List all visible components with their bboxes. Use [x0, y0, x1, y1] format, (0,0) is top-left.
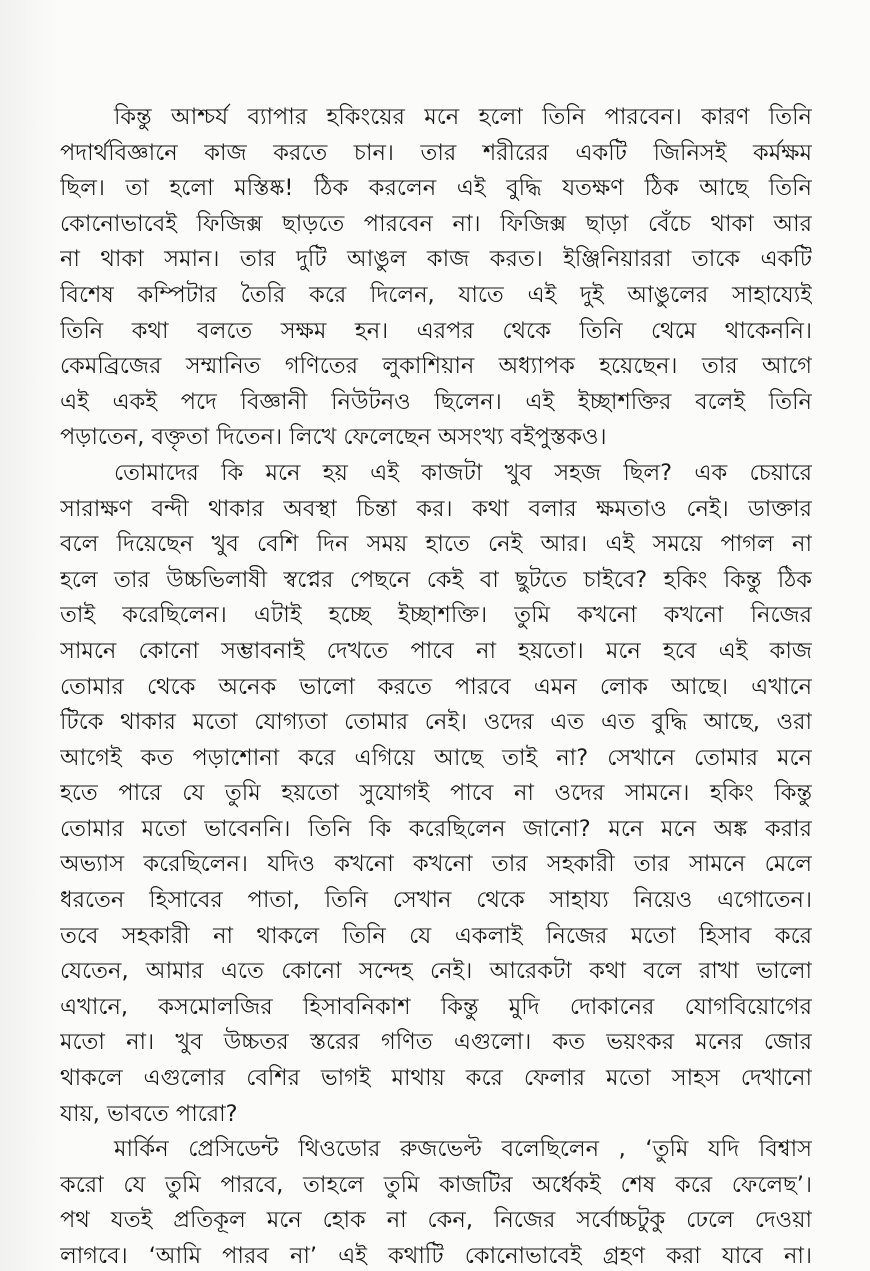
text-line: বিশেষ কম্পিটার তৈরি করে দিলেন, যাতে এই দুই আঙুলের সাহায্যেই: [60, 281, 812, 308]
text-line: লাগবে। ‘আমি পারব না’ এই কথাটি কোনোভাবেই গ্রহণ করা যাবে না।: [60, 1243, 812, 1269]
text-line: তোমার মতো ভাবেননি। তিনি কি করেছিলেন জানো? মনে মনে অঙ্ক করার: [60, 815, 812, 842]
text-line: কেমব্রিজের সম্মানিত গণিতের লুকাশিয়ান অধ্যাপক হয়েছেন। তার আগে: [60, 353, 812, 380]
text-line: মতো না। খুব উচ্চতর স্তরের গণিত এগুলো। কত ভয়ংকর মনের জোর: [60, 1029, 812, 1056]
paragraph-2: [60, 456, 812, 1132]
text-line: করো যে তুমি পারবে, তাহলে তুমি কাজটির অর্ধেকই শেষ করে ফেলেছ’।: [60, 1171, 812, 1198]
text-line: আগেই কত পড়াশোনা করে এগিয়ে আছে তাই না? সেখানে তোমার মনে: [60, 744, 812, 771]
text-line: তিনি কথা বলতে সক্ষম হন। এরপর থেকে তিনি থেমে থাকেননি।: [60, 317, 812, 344]
paragraph-3: [60, 1132, 812, 1271]
text-line: পথ যতই প্রতিকূল মনে হোক না কেন, নিজের সর্বোচ্চটুকু ঢেলে দেওয়া: [60, 1207, 812, 1234]
text-line: কোনোভাবেই ফিজিক্স ছাড়তে পারবেন না। ফিজিক্স ছাড়া বেঁচে থাকা আর: [60, 210, 812, 237]
text-line: কিন্তু আশ্চর্য ব্যাপার হকিংয়ের মনে হলো তিনি পারবেন। কারণ তিনি: [114, 104, 812, 130]
text-line: তোমার থেকে অনেক ভালো করতে পারবে এমন লোক আছে। এখানে: [60, 673, 812, 700]
text-line: তাই করেছিলেন। এটাই হচ্ছে ইচ্ছাশক্তি। তুমি কখনো কখনো নিজের: [60, 602, 812, 629]
text-line: না থাকা সমান। তার দুটি আঙুল কাজ করত। ইঞ্জিনিয়াররা তাকে একটি: [60, 246, 812, 273]
text-line: পদার্থবিজ্ঞানে কাজ করতে চান। তার শরীরের একটি জিনিসই কর্মক্ষম: [60, 139, 812, 166]
text-line: হলে তার উচ্চভিলাষী স্বপ্নের পেছনে কেই বা ছুটতে চাইবে? হকিং কিন্তু ঠিক: [60, 566, 812, 593]
text-line: মার্কিন প্রেসিডেন্ট থিওডোর রুজভেল্ট বলেছিলেন , ‘তুমি যদি বিশ্বাস: [114, 1136, 812, 1163]
text-line: এখানে, কসমোলজির হিসাবনিকাশ কিন্তু মুদি দোকানের যোগবিয়োগের: [60, 993, 812, 1020]
page-edge-shadow: [0, 0, 58, 1271]
text-line: যেতেন, আমার এতে কোনো সন্দেহ নেই। আরেকটা কথা বলে রাখা ভালো: [60, 958, 812, 985]
text-line: থাকলে এগুলোর বেশির ভাগই মাথায় করে ফেলার মতো সাহস দেখানো: [60, 1065, 812, 1092]
text-line: সামনে কোনো সম্ভাবনাই দেখতে পাবে না হয়তো। মনে হবে এই কাজ: [60, 637, 812, 664]
text-line: হতে পারে যে তুমি হয়তো সুযোগই পাবে না ওদের সামনে। হকিং কিন্তু: [60, 780, 812, 807]
text-line: পড়াতেন, বক্তৃতা দিতেন। লিখে ফেলেছেন অসংখ্য বইপুস্তকও।: [60, 424, 607, 451]
paragraph-1: [60, 100, 812, 456]
text-line: তবে সহকারী না থাকলে তিনি যে একলাই নিজের মতো হিসাব করে: [60, 922, 812, 949]
text-line: এই একই পদে বিজ্ঞানী নিউটনও ছিলেন। এই ইচ্ছাশক্তির বলেই তিনি: [60, 388, 812, 415]
text-line: সারাক্ষণ বন্দী থাকার অবস্থা চিন্তা কর। কথা বলার ক্ষমতাও নেই। ডাক্তার: [60, 495, 812, 522]
text-line: টিকে থাকার মতো যোগ্যতা তোমার নেই। ওদের এত এত বুদ্ধি আছে, ওরা: [60, 709, 812, 736]
text-line: তোমাদের কি মনে হয় এই কাজটা খুব সহজ ছিল? এক চেয়ারে: [114, 459, 812, 486]
text-line: যায়, ভাবতে পারো?: [60, 1100, 238, 1127]
text-line: বলে দিয়েছেন খুব বেশি দিন সময় হাতে নেই আর। এই সময়ে পাগল না: [60, 531, 812, 558]
text-line: ছিল। তা হলো মস্তিষ্ক! ঠিক করলেন এই বুদ্ধি যতক্ষণ ঠিক আছে তিনি: [60, 175, 812, 202]
text-line: ধরতেন হিসাবের পাতা, তিনি সেখান থেকে সাহায্য নিয়েও এগোতেন।: [60, 887, 812, 914]
text-line: অভ্যাস করেছিলেন। যদিও কখনো কখনো তার সহকারী তার সামনে মেলে: [60, 851, 812, 878]
body-text: [60, 100, 812, 1271]
